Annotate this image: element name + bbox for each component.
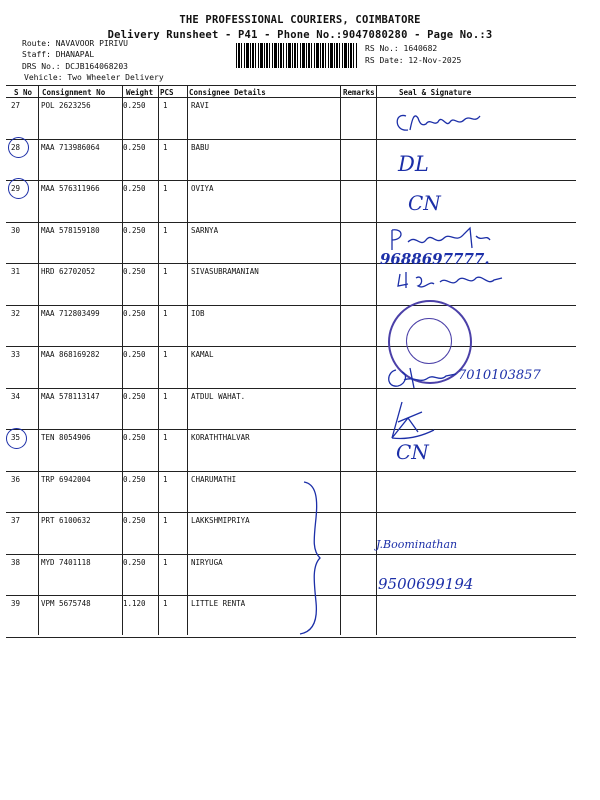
row-pcs: 1: [163, 557, 168, 567]
handwriting-row33-phone: 7010103857: [458, 368, 541, 383]
row-weight: 0.250: [123, 474, 146, 484]
drs-number: DRS No.: DCJB164068203: [22, 62, 128, 71]
route-label: Route: NAVAVOOR PIRIVU: [22, 39, 128, 48]
row-divider: [6, 139, 576, 140]
row-consignee: NIRYUGA: [191, 557, 223, 567]
row-weight: 0.250: [123, 267, 146, 276]
row-sno: 38: [11, 557, 21, 567]
row-consignment-no: MAA 578113147: [41, 391, 100, 401]
vehicle-label: Vehicle: Two Wheeler Delivery: [24, 73, 164, 82]
signature-row34: [388, 398, 448, 444]
handwriting-row37-name: J.Boominathan: [376, 538, 458, 551]
row-divider: [6, 346, 576, 347]
signature-row31: [394, 268, 514, 296]
row-sno: 27: [11, 101, 21, 110]
handwriting-row38-phone: 9500699194: [378, 575, 474, 593]
row-consignee: LITTLE RENTA: [191, 599, 246, 608]
row-divider: [6, 180, 576, 181]
row-pcs: 1: [163, 474, 168, 484]
handwriting-row29: CN: [408, 191, 441, 215]
row-consignment-no: MYD 7401118: [41, 557, 91, 567]
row-consignment-no: PRT 6100632: [41, 516, 91, 525]
row-consignee: KAMAL: [191, 350, 214, 359]
col-header-consignee: Consignee Details: [189, 88, 266, 97]
row-sno: 32: [11, 308, 21, 318]
col-header-seal: Seal & Signature: [399, 88, 472, 97]
row-consignee: SIVASUBRAMANIAN: [191, 267, 259, 276]
row-consignment-no: VPM 5675748: [41, 599, 91, 608]
circle-mark: [8, 178, 29, 199]
rs-number: RS No.: 1640682: [365, 44, 438, 53]
col-header-consignment: Consignment No: [42, 88, 106, 97]
barcode: [236, 43, 358, 68]
row-pcs: 1: [163, 516, 168, 525]
row-sno: 35: [11, 433, 21, 442]
row-divider: [6, 595, 576, 596]
row-consignee: RAVI: [191, 101, 210, 110]
signature-row27: [392, 104, 492, 136]
row-weight: 0.250: [123, 142, 146, 152]
circle-mark: [6, 428, 27, 449]
row-pcs: 1: [163, 391, 168, 401]
row-pcs: 1: [163, 267, 168, 276]
handwriting-row30-phone: 9688697777.: [380, 250, 490, 268]
row-divider: [6, 637, 576, 638]
row-consignee: SARNYA: [191, 225, 219, 235]
row-weight: 0.250: [123, 101, 146, 110]
row-weight: 0.250: [123, 516, 146, 525]
row-sno: 33: [11, 350, 21, 359]
handwriting-row35: CN: [396, 440, 429, 464]
row-pcs: 1: [163, 308, 168, 318]
row-sno: 31: [11, 267, 21, 276]
row-sno: 34: [11, 391, 21, 401]
row-divider: [6, 263, 576, 264]
row-divider: [6, 512, 576, 513]
row-pcs: 1: [163, 350, 168, 359]
row-consignee: IOB: [191, 308, 205, 318]
row-pcs: 1: [163, 101, 168, 110]
row-weight: 1.120: [123, 599, 146, 608]
row-sno: 37: [11, 516, 21, 525]
row-consignee: LAKKSHMIPRIYA: [191, 516, 250, 525]
row-weight: 0.250: [123, 557, 146, 567]
row-pcs: 1: [163, 599, 168, 608]
row-pcs: 1: [163, 142, 168, 152]
row-divider: [6, 471, 576, 472]
signature-row33: [384, 366, 464, 392]
col-header-weight: Weight: [126, 88, 154, 97]
company-title: THE PROFESSIONAL COURIERS, COIMBATORE: [179, 14, 421, 26]
row-weight: 0.250: [123, 350, 146, 359]
row-pcs: 1: [163, 184, 168, 193]
row-divider: [6, 429, 576, 430]
row-consignment-no: MAA 713986064: [41, 142, 100, 152]
col-header-pcs: PCS: [160, 88, 174, 97]
row-consignment-no: MAA 712803499: [41, 308, 100, 318]
row-consignment-no: MAA 576311966: [41, 184, 100, 193]
row-weight: 0.250: [123, 433, 146, 442]
rs-date: RS Date: 12-Nov-2025: [365, 56, 462, 65]
row-consignee: BABU: [191, 142, 210, 152]
row-consignment-no: MAA 578159180: [41, 225, 100, 235]
row-divider: [6, 305, 576, 306]
circle-mark: [8, 137, 29, 158]
row-weight: 0.250: [123, 184, 146, 193]
col-header-remarks: Remarks: [343, 88, 375, 97]
row-pcs: 1: [163, 225, 168, 235]
row-divider: [6, 554, 576, 555]
row-pcs: 1: [163, 433, 168, 442]
row-sno: 39: [11, 599, 21, 608]
row-weight: 0.250: [123, 225, 146, 235]
row-consignment-no: TEN 8054906: [41, 433, 91, 442]
row-divider: [6, 388, 576, 389]
row-weight: 0.250: [123, 308, 146, 318]
row-sno: 29: [11, 184, 21, 193]
row-divider: [6, 222, 576, 223]
row-sno: 36: [11, 474, 21, 484]
row-sno: 30: [11, 225, 21, 235]
row-consignment-no: MAA 868169282: [41, 350, 100, 359]
row-consignee: OVIYA: [191, 184, 214, 193]
row-consignment-no: POL 2623256: [41, 101, 91, 110]
row-consignment-no: HRD 62702052: [41, 267, 96, 276]
row-consignment-no: TRP 6942004: [41, 474, 91, 484]
handwriting-row28: DL: [398, 152, 429, 176]
bracket-mark: [294, 478, 330, 638]
row-consignee: KORATHTHALVAR: [191, 433, 250, 442]
stamp-inner-ring: [406, 318, 452, 364]
staff-label: Staff: DHANAPAL: [22, 50, 95, 59]
row-consignee: ATDUL WAHAT.: [191, 391, 246, 401]
col-header-sno: S No: [14, 88, 33, 97]
row-sno: 28: [11, 142, 21, 152]
runsheet-subtitle: Delivery Runsheet - P41 - Phone No.:9047080280 - Page No.:3: [107, 29, 493, 41]
row-weight: 0.250: [123, 391, 146, 401]
row-consignee: CHARUMATHI: [191, 474, 237, 484]
